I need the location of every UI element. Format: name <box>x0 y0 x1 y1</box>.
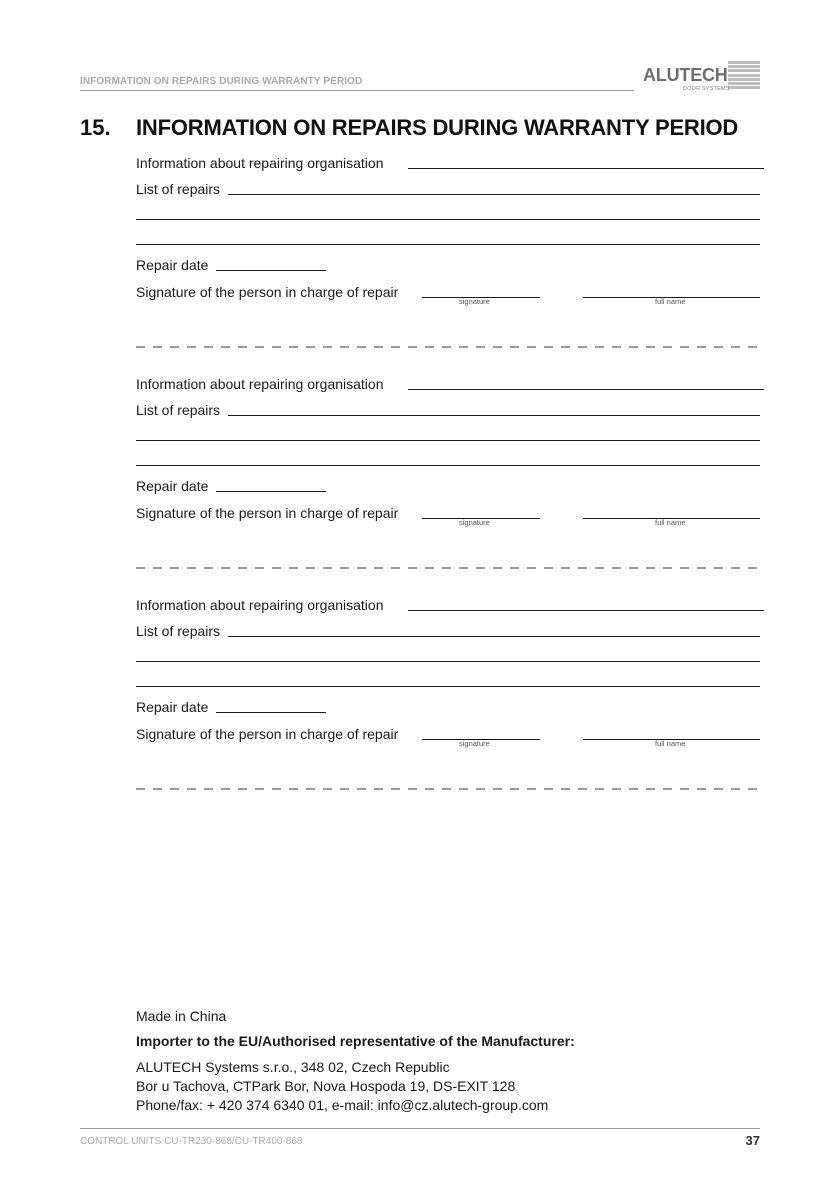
org-field-line[interactable] <box>408 610 764 611</box>
repairs-field-line[interactable] <box>136 219 760 220</box>
repairs-field-line[interactable] <box>136 465 760 466</box>
repair-date-field-line[interactable] <box>216 491 326 492</box>
cut-line-divider <box>136 787 764 791</box>
repair-date-label: Repair date <box>136 478 209 494</box>
address-line: Bor u Tachova, CTPark Bor, Nova Hospoda 19, DS-EXIT 128 <box>136 1078 516 1094</box>
repair-date-field-line[interactable] <box>216 270 326 271</box>
header-rule <box>80 90 634 91</box>
repairs-field-line[interactable] <box>228 194 760 195</box>
repairs-label: List of repairs <box>136 623 221 639</box>
running-header-title: INFORMATION ON REPAIRS DURING WARRANTY PERIOD <box>80 76 363 87</box>
repair-date-label: Repair date <box>136 257 209 273</box>
signature-label: Signature of the person in charge of repair <box>136 726 399 742</box>
repair-record-block <box>136 597 764 792</box>
repairs-label: List of repairs <box>136 402 221 418</box>
importer-address <box>136 1058 548 1115</box>
contact-line: Phone/fax: + 420 374 6340 01, e-mail: info@cz.alutech-group.com <box>136 1097 549 1113</box>
page-number: 37 <box>745 1133 760 1148</box>
logo-tagline: DOOR SYSTEMS <box>683 86 730 92</box>
signature-caption: signature <box>459 518 490 527</box>
fullname-caption: full name <box>655 297 686 306</box>
org-label: Information about repairing organisation <box>136 155 384 171</box>
cut-line-divider <box>136 345 764 349</box>
org-label: Information about repairing organisation <box>136 597 384 613</box>
repairs-field-line[interactable] <box>136 661 760 662</box>
cut-line-divider <box>136 566 764 570</box>
org-field-line[interactable] <box>408 389 764 390</box>
signature-label: Signature of the person in charge of repair <box>136 284 399 300</box>
repairs-field-line[interactable] <box>228 636 760 637</box>
repairs-label: List of repairs <box>136 181 221 197</box>
importer-heading: Importer to the EU/Authorised representative of the Manufacturer: <box>136 1033 575 1049</box>
repair-record-block <box>136 155 764 350</box>
address-line: ALUTECH Systems s.r.o., 348 02, Czech Republic <box>136 1059 450 1075</box>
fullname-caption: full name <box>655 739 686 748</box>
repairs-field-line[interactable] <box>228 415 760 416</box>
signature-caption: signature <box>459 297 490 306</box>
repair-record-block <box>136 376 764 571</box>
signature-caption: signature <box>459 739 490 748</box>
repair-date-label: Repair date <box>136 699 209 715</box>
footer-rule <box>80 1128 760 1129</box>
alutech-logo-bars-icon <box>728 61 760 90</box>
signature-label: Signature of the person in charge of repair <box>136 505 399 521</box>
section-number: 15. <box>80 115 111 140</box>
fullname-caption: full name <box>655 518 686 527</box>
repairs-field-line[interactable] <box>136 440 760 441</box>
org-field-line[interactable] <box>408 168 764 169</box>
section-title: INFORMATION ON REPAIRS DURING WARRANTY PERIOD <box>136 115 739 140</box>
logo-wordmark: ALUTECH <box>643 65 728 85</box>
repairs-field-line[interactable] <box>136 244 760 245</box>
repairs-field-line[interactable] <box>136 686 760 687</box>
made-in-label: Made in China <box>136 1008 227 1024</box>
footer-product-name: CONTROL UNITS CU-TR230-868/CU-TR400-868 <box>80 1136 303 1147</box>
repair-date-field-line[interactable] <box>216 712 326 713</box>
org-label: Information about repairing organisation <box>136 376 384 392</box>
